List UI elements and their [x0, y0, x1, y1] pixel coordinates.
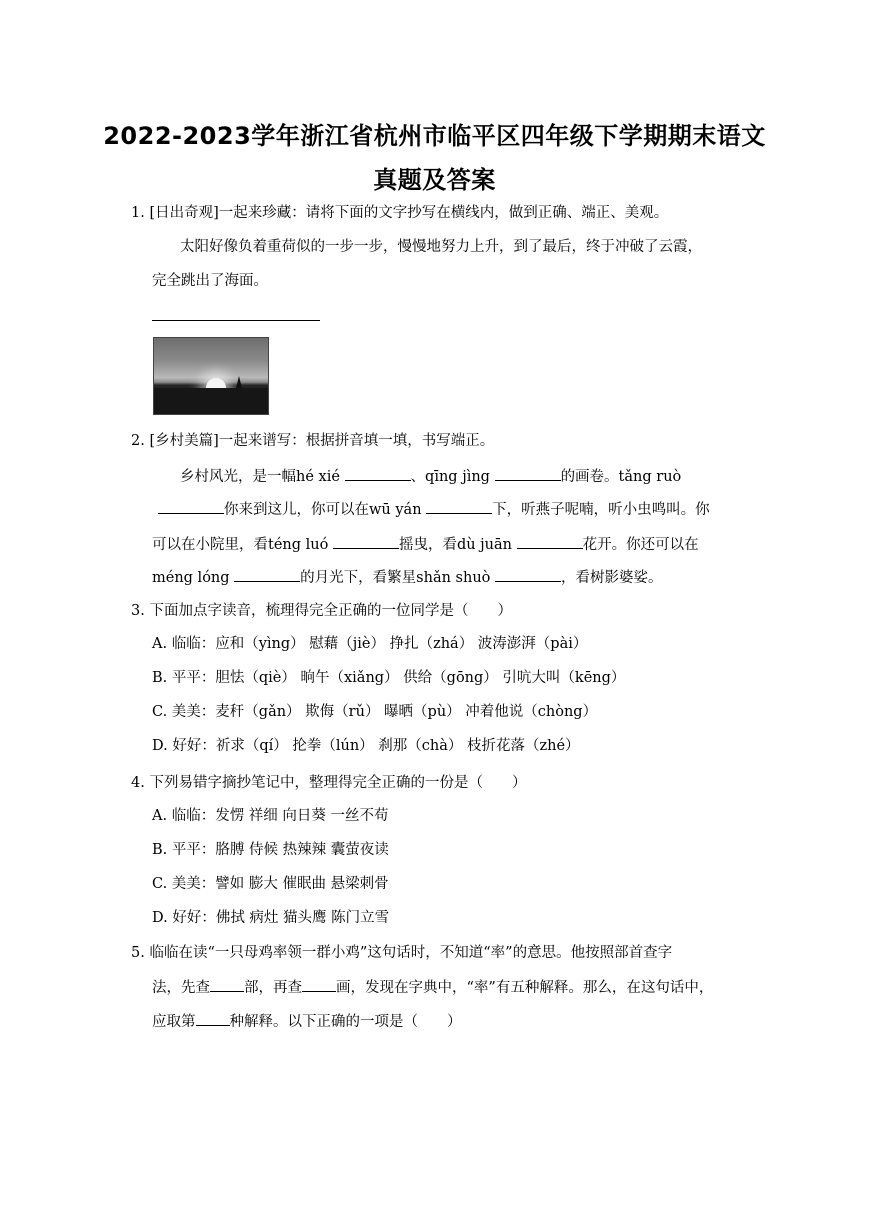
q2-text: 花开。你还可以在: [582, 537, 699, 553]
q3-prompt: 3. 下面加点字读音，梳理得完全正确的一位同学是（ ）: [131, 603, 512, 619]
blank-tang-ruo[interactable]: [158, 499, 224, 514]
blank-du-juan[interactable]: [517, 534, 583, 549]
q4-option-d[interactable]: D. 好好：佛拭 病灶 猫头鹰 陈门立雪: [152, 910, 390, 926]
q2-text: 可以在小院里，看téng luó: [152, 537, 329, 553]
q5-text: 应取第: [152, 1014, 196, 1030]
q1-answer-line[interactable]: [152, 320, 320, 321]
blank-he-xie[interactable]: [345, 466, 411, 481]
boat-icon: [236, 376, 242, 388]
q2-prompt: 2. [乡村美篇]一起来谱写：根据拼音填一填，书写端正。: [131, 433, 495, 449]
q2-line-2: [158, 499, 710, 520]
blank-teng-luo[interactable]: [333, 534, 399, 549]
q5-text: 部，再查: [244, 980, 302, 996]
q2-text: 摇曳，看dù juān: [398, 537, 513, 553]
q2-text: 你来到这儿，你可以在wū yán: [224, 502, 422, 518]
sea-shape: [154, 388, 268, 415]
q2-text: 的画卷。tǎng ruò: [560, 469, 682, 485]
q4-option-a[interactable]: A. 临临：发愣 祥细 向日葵 一丝不苟: [152, 808, 389, 824]
blank-strokes[interactable]: [302, 977, 336, 992]
q4-prompt: 4. 下列易错字摘抄笔记中，整理得完全正确的一份是（ ）: [131, 775, 527, 791]
q1-text-line-2: 完全跳出了海面。: [152, 273, 268, 289]
q1-text-line-1: 太阳好像负着重荷似的一步一步，慢慢地努力上升，到了最后，终于冲破了云霞，: [180, 239, 702, 255]
q4-option-b[interactable]: B. 平平：胳膊 侍候 热辣辣 囊萤夜读: [152, 842, 389, 858]
sunrise-photo: [153, 337, 269, 415]
blank-radical[interactable]: [210, 977, 244, 992]
q5-line-2: [152, 977, 713, 998]
q3-option-c[interactable]: C. 美美：麦秆（gǎn） 欺侮（rǔ） 曝晒（pù） 冲着他说（chòng）: [152, 704, 598, 720]
q5-line-3: [152, 1011, 462, 1032]
document-title-line-2: 真题及答案: [373, 166, 496, 194]
q2-text: 乡村风光，是一幅hé xié: [180, 469, 340, 485]
blank-wu-yan[interactable]: [426, 499, 492, 514]
q2-line-1: [180, 466, 681, 487]
q1-prompt: 1. [日出奇观]一起来珍藏：请将下面的文字抄写在横线内，做到正确、端正、美观。: [131, 205, 669, 221]
q2-text: 的月光下，看繁星shǎn shuò: [300, 570, 491, 586]
q2-line-4: [152, 567, 663, 588]
q2-text: ，看树影婆娑。: [561, 570, 663, 586]
q2-line-3: [152, 534, 699, 555]
q2-text: 、qīng jìng: [410, 469, 490, 485]
document-title-line-1: 2022-2023学年浙江省杭州市临平区四年级下学期期末语文: [103, 122, 766, 150]
q3-option-d[interactable]: D. 好好：祈求（qí） 抡拳（lún） 刹那（chà） 枝折花落（zhé）: [152, 738, 580, 754]
q5-text: 法，先查: [152, 980, 210, 996]
q5-line-1: 5. 临临在读“一只母鸡率领一群小鸡”这句话时，不知道“率”的意思。他按照部首查字: [131, 945, 673, 961]
blank-shan-shuo[interactable]: [495, 567, 561, 582]
blank-meng-long[interactable]: [234, 567, 300, 582]
blank-definition-number[interactable]: [196, 1011, 230, 1026]
q3-option-a[interactable]: A. 临临：应和（yìng） 慰藉（jiè） 挣扎（zhá） 波涛澎湃（pài）: [152, 636, 588, 652]
q5-text: 画，发现在字典中，“率”有五种解释。那么，在这句话中，: [336, 980, 714, 996]
blank-qing-jing[interactable]: [495, 466, 561, 481]
q3-option-b[interactable]: B. 平平：胆怯（qiè） 晌午（xiǎng） 供给（gōng） 引吭大叫（kēng）: [152, 670, 626, 686]
q2-text: méng lóng: [152, 570, 230, 586]
q4-option-c[interactable]: C. 美美：譬如 膨大 催眠曲 悬梁刺骨: [152, 876, 389, 892]
q5-text: 种解释。以下正确的一项是（ ）: [229, 1014, 462, 1030]
q2-text: 下，听燕子呢喃，听小虫鸣叫。你: [492, 502, 710, 518]
